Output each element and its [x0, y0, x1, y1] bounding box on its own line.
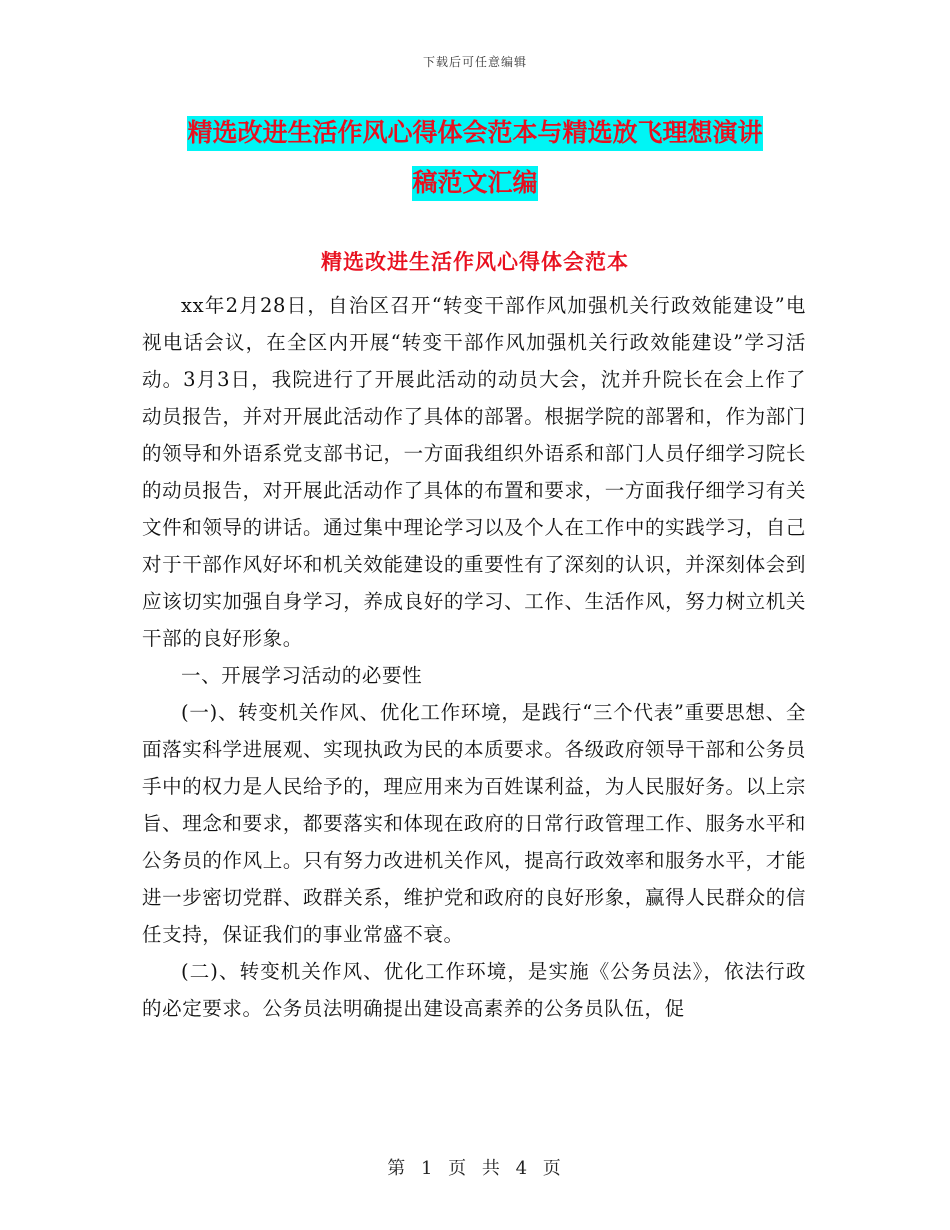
document-title: [140, 108, 810, 208]
document-title-line-2: 稿范文汇编: [412, 166, 537, 201]
document-title-line-1: 精选改进生活作风心得体会范本与精选放飞理想演讲: [187, 116, 762, 151]
page-footer: 第 1 页 共 4 页: [387, 1158, 563, 1179]
section-title: 精选改进生活作风心得体会范本: [321, 250, 629, 274]
paragraph-intro: xx年2月28日，自治区召开“转变干部作风加强机关行政效能建设”电视电话会议，在全区内开展“转变干部作风加强机关行政效能建设”学习活动。3月3日，我院进行了开展此活动的动员大会，沈并升院长在会上作了动员报告，并对开展此活动作了具体的部署。根据学院的部署和，作为部门的领导和外语系党支部书记，一方面我组织外语系和部门人员仔细学习院长的动员报告，对开展此活动作了具体的布置和要求，一方面我仔细学习有关文件和领导的讲话。通过集中理论学习以及个人在工作中的实践学习，自己对于干部作风好坏和机关效能建设的重要性有了深刻的认识，并深刻体会到应该切实加强自身学习，养成良好的学习、工作、生活作风，努力树立机关干部的良好形象。: [142, 294, 806, 650]
paragraph-point-2: (二)、转变机关作风、优化工作环境，是实施《公务员法》，依法行政的必定要求。公务员法明确提出建设高素养的公务员队伍，促: [142, 960, 806, 1020]
paragraph-heading-1: 一、开展学习活动的必要性: [181, 664, 423, 687]
document-body: [142, 287, 806, 1027]
paragraph-point-1: (一)、转变机关作风、优化工作环境，是践行“三个代表”重要思想、全面落实科学进展观、实现执政为民的本质要求。各级政府领导干部和公务员手中的权力是人民给予的，理应用来为百姓谋利益，为人民服好务。以上宗旨、理念和要求，都要落实和体现在政府的日常行政管理工作、服务水平和公务员的作风上。只有努力改进机关作风，提高行政效率和服务水平，才能进一步密切党群、政群关系，维护党和政府的良好形象，赢得人民群众的信任支持，保证我们的事业常盛不衰。: [142, 701, 806, 946]
header-note: 下载后可任意编辑: [422, 55, 527, 69]
